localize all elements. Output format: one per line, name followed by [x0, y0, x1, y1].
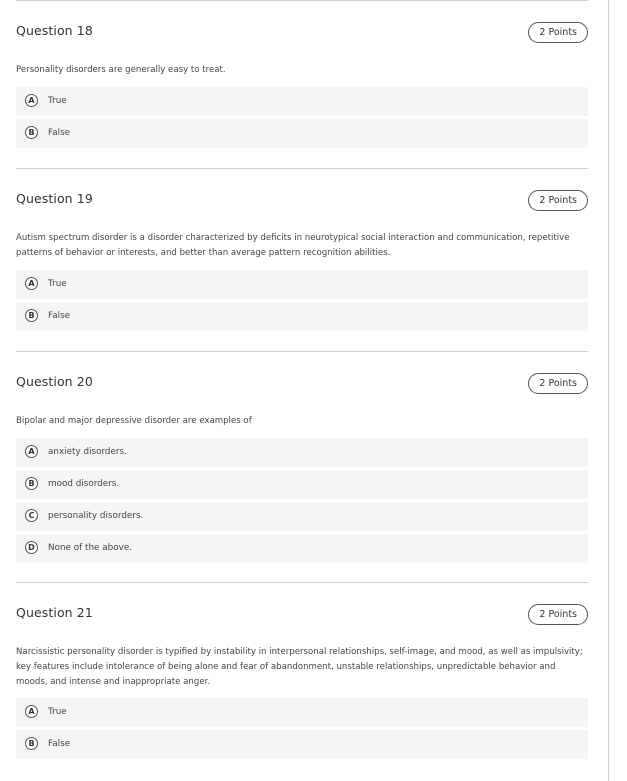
- answer-option-b[interactable]: [16, 470, 588, 499]
- option-label: mood disorders.: [48, 478, 120, 489]
- option-label: None of the above.: [48, 542, 133, 553]
- answer-option-a[interactable]: [16, 87, 588, 116]
- question-card: [16, 582, 588, 762]
- answer-option-b[interactable]: [16, 119, 588, 148]
- points-badge: 2 Points: [528, 373, 588, 394]
- option-label: anxiety disorders.: [48, 446, 127, 457]
- question-card: [16, 168, 588, 334]
- answer-option-a[interactable]: [16, 270, 588, 299]
- question-card: [16, 0, 588, 151]
- answer-options: [16, 438, 588, 563]
- answer-option-a[interactable]: [16, 438, 588, 467]
- option-letter-badge: A: [25, 277, 38, 290]
- option-label: False: [48, 310, 71, 321]
- option-label: False: [48, 739, 71, 750]
- question-prompt: Narcissistic personality disorder is typified by instability in interpersonal relationships, self-image, and mood, as well as impulsivity; key features include intolerance of being alone and fear of abandonment, unstable relationships, unpredictable behavior and moods, and intense and inappropriate anger.: [16, 647, 583, 687]
- option-letter-badge: A: [25, 94, 38, 107]
- option-label: personality disorders.: [48, 510, 144, 521]
- option-letter-badge: D: [25, 541, 38, 554]
- option-label: True: [48, 95, 67, 106]
- points-badge: 2 Points: [528, 22, 588, 43]
- answer-options: [16, 698, 588, 759]
- answer-option-d[interactable]: [16, 534, 588, 563]
- option-letter-badge: B: [25, 309, 38, 322]
- question-header: [16, 352, 588, 414]
- option-letter-badge: C: [25, 509, 38, 522]
- option-letter-badge: B: [25, 477, 38, 490]
- answer-options: [16, 87, 588, 148]
- question-header: [16, 1, 588, 63]
- option-label: False: [48, 127, 71, 138]
- answer-options: [16, 270, 588, 331]
- option-label: True: [48, 707, 67, 718]
- question-header: [16, 583, 588, 645]
- question-prompt: Personality disorders are generally easy to treat.: [16, 65, 226, 75]
- question-title: Question 21: [16, 605, 93, 620]
- option-letter-badge: B: [25, 737, 38, 750]
- question-title: Question 19: [16, 191, 93, 206]
- question-title: Question 18: [16, 23, 93, 38]
- answer-option-b[interactable]: [16, 302, 588, 331]
- page-scroll-edge: [608, 0, 609, 781]
- option-letter-badge: A: [25, 705, 38, 718]
- option-letter-badge: A: [25, 445, 38, 458]
- answer-option-b[interactable]: [16, 730, 588, 759]
- question-header: [16, 169, 588, 231]
- option-letter-badge: B: [25, 126, 38, 139]
- option-label: True: [48, 278, 67, 289]
- question-card: [16, 351, 588, 566]
- question-prompt: Bipolar and major depressive disorder are examples of: [16, 416, 252, 426]
- points-badge: 2 Points: [528, 190, 588, 211]
- answer-option-a[interactable]: [16, 698, 588, 727]
- answer-option-c[interactable]: [16, 502, 588, 531]
- points-badge: 2 Points: [528, 604, 588, 625]
- question-prompt: Autism spectrum disorder is a disorder characterized by deficits in neurotypical social interaction and communication, repetitive patterns of behavior or interests, and better than average pattern recognition abilities.: [16, 233, 570, 258]
- question-title: Question 20: [16, 374, 93, 389]
